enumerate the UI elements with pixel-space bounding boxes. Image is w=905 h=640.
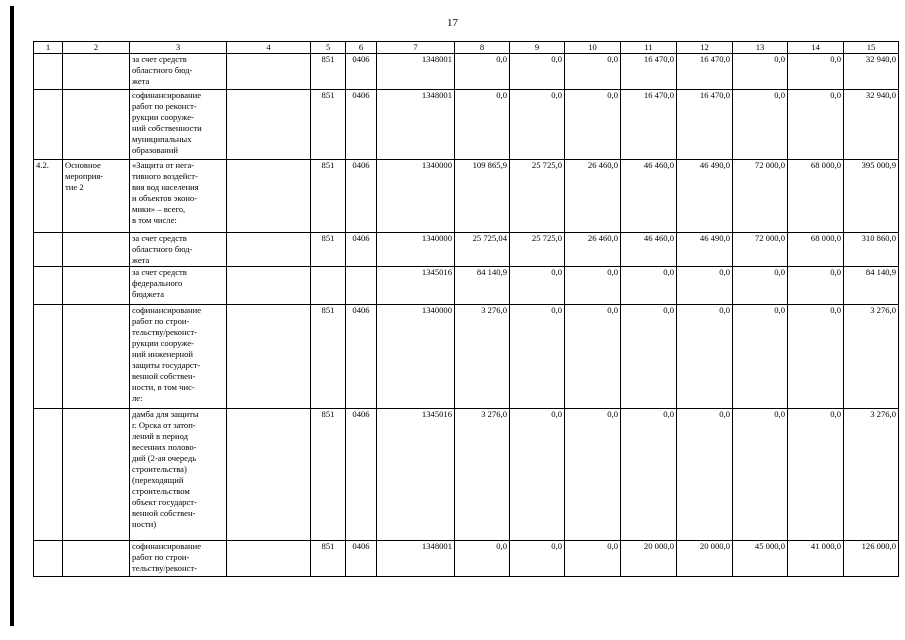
column-header-5: 5 bbox=[311, 42, 346, 54]
table-cell-col10: 0,0 bbox=[565, 305, 621, 409]
table-cell-col5: 851 bbox=[311, 90, 346, 160]
table-cell-col11: 16 470,0 bbox=[621, 90, 677, 160]
table-row bbox=[34, 305, 899, 409]
table-cell-col2 bbox=[63, 409, 130, 541]
table-cell-col3: за счет средств областного бюд- жета bbox=[130, 54, 227, 90]
table-cell-col12: 20 000,0 bbox=[677, 541, 733, 577]
table-cell-col4 bbox=[227, 233, 311, 267]
table-cell-col7: 1345016 bbox=[377, 409, 455, 541]
table-cell-col1 bbox=[34, 305, 63, 409]
table-cell-col10: 0,0 bbox=[565, 409, 621, 541]
table-cell-col2 bbox=[63, 267, 130, 305]
table-cell-col13: 0,0 bbox=[733, 90, 788, 160]
column-header-1: 1 bbox=[34, 42, 63, 54]
table-cell-col2 bbox=[63, 541, 130, 577]
table-cell-col8: 0,0 bbox=[455, 90, 510, 160]
table-row bbox=[34, 409, 899, 541]
table-cell-col5: 851 bbox=[311, 233, 346, 267]
table-cell-col8: 84 140,9 bbox=[455, 267, 510, 305]
table-cell-col15: 126 000,0 bbox=[844, 541, 899, 577]
table-cell-col15: 32 940,0 bbox=[844, 90, 899, 160]
table-cell-col13: 72 000,0 bbox=[733, 233, 788, 267]
table-cell-col14: 68 000,0 bbox=[788, 233, 844, 267]
table-cell-col8: 25 725,04 bbox=[455, 233, 510, 267]
table-cell-col9: 25 725,0 bbox=[510, 233, 565, 267]
table-cell-col7: 1348001 bbox=[377, 90, 455, 160]
table-cell-col14: 0,0 bbox=[788, 409, 844, 541]
table-cell-col3: за счет средств областного бюд- жета bbox=[130, 233, 227, 267]
table-cell-col4 bbox=[227, 54, 311, 90]
table-cell-col4 bbox=[227, 267, 311, 305]
table-cell-col7: 1340000 bbox=[377, 305, 455, 409]
table-cell-col13: 0,0 bbox=[733, 409, 788, 541]
table-cell-col1 bbox=[34, 541, 63, 577]
table-cell-col8: 3 276,0 bbox=[455, 409, 510, 541]
column-number-header bbox=[34, 42, 899, 54]
table-cell-col4 bbox=[227, 409, 311, 541]
table-cell-col10: 26 460,0 bbox=[565, 160, 621, 233]
table-cell-col6: 0406 bbox=[346, 305, 377, 409]
table-cell-col12: 16 470,0 bbox=[677, 54, 733, 90]
table-cell-col1 bbox=[34, 54, 63, 90]
table-cell-col6: 0406 bbox=[346, 90, 377, 160]
table-cell-col11: 0,0 bbox=[621, 409, 677, 541]
table-cell-col3: за счет средств федерального бюджета bbox=[130, 267, 227, 305]
table-cell-col10: 0,0 bbox=[565, 541, 621, 577]
table-cell-col10: 0,0 bbox=[565, 90, 621, 160]
page-number: 17 bbox=[447, 17, 458, 29]
table-cell-col14: 0,0 bbox=[788, 267, 844, 305]
table-cell-col14: 0,0 bbox=[788, 305, 844, 409]
column-header-3: 3 bbox=[130, 42, 227, 54]
left-margin-rule bbox=[10, 6, 14, 626]
table-cell-col11: 46 460,0 bbox=[621, 233, 677, 267]
table-row bbox=[34, 160, 899, 233]
table-cell-col13: 72 000,0 bbox=[733, 160, 788, 233]
table-cell-col1 bbox=[34, 267, 63, 305]
column-header-15: 15 bbox=[844, 42, 899, 54]
table-cell-col9: 0,0 bbox=[510, 90, 565, 160]
table-cell-col7: 1340000 bbox=[377, 160, 455, 233]
column-header-7: 7 bbox=[377, 42, 455, 54]
table-cell-col7: 1340000 bbox=[377, 233, 455, 267]
table-cell-col9: 0,0 bbox=[510, 409, 565, 541]
table-cell-col9: 0,0 bbox=[510, 267, 565, 305]
column-header-13: 13 bbox=[733, 42, 788, 54]
table-cell-col6: 0406 bbox=[346, 541, 377, 577]
table-cell-col8: 0,0 bbox=[455, 541, 510, 577]
table-cell-col6 bbox=[346, 267, 377, 305]
table-cell-col5: 851 bbox=[311, 409, 346, 541]
table-cell-col1 bbox=[34, 90, 63, 160]
table-cell-col11: 46 460,0 bbox=[621, 160, 677, 233]
table-cell-col2 bbox=[63, 54, 130, 90]
table-cell-col2 bbox=[63, 233, 130, 267]
table-cell-col9: 0,0 bbox=[510, 541, 565, 577]
table-cell-col12: 0,0 bbox=[677, 305, 733, 409]
table-cell-col8: 109 865,9 bbox=[455, 160, 510, 233]
table-cell-col5: 851 bbox=[311, 305, 346, 409]
table-cell-col12: 46 490,0 bbox=[677, 233, 733, 267]
table-cell-col11: 20 000,0 bbox=[621, 541, 677, 577]
table-cell-col11: 16 470,0 bbox=[621, 54, 677, 90]
table-cell-col1 bbox=[34, 409, 63, 541]
table-cell-col15: 3 276,0 bbox=[844, 409, 899, 541]
table-cell-col2 bbox=[63, 90, 130, 160]
table-cell-col3: софинансирование работ по строи- тельству/реконст- рукции сооруже- ний инженерной защиты государст- венной собствен- ности, в том чис- ле: bbox=[130, 305, 227, 409]
table-cell-col5: 851 bbox=[311, 160, 346, 233]
column-header-14: 14 bbox=[788, 42, 844, 54]
column-header-11: 11 bbox=[621, 42, 677, 54]
table-cell-col13: 0,0 bbox=[733, 267, 788, 305]
table-cell-col12: 16 470,0 bbox=[677, 90, 733, 160]
table-cell-col15: 32 940,0 bbox=[844, 54, 899, 90]
table-cell-col6: 0406 bbox=[346, 409, 377, 541]
table-cell-col5 bbox=[311, 267, 346, 305]
table-cell-col4 bbox=[227, 160, 311, 233]
column-header-6: 6 bbox=[346, 42, 377, 54]
table-cell-col9: 25 725,0 bbox=[510, 160, 565, 233]
table-cell-col12: 46 490,0 bbox=[677, 160, 733, 233]
table-cell-col3: софинансирование работ по строи- тельству/реконст- bbox=[130, 541, 227, 577]
table-cell-col13: 45 000,0 bbox=[733, 541, 788, 577]
table-cell-col12: 0,0 bbox=[677, 267, 733, 305]
table-cell-col7: 1348001 bbox=[377, 541, 455, 577]
table-cell-col2: Основное мероприя- тие 2 bbox=[63, 160, 130, 233]
table-cell-col1: 4.2. bbox=[34, 160, 63, 233]
table-row bbox=[34, 54, 899, 90]
table-row bbox=[34, 541, 899, 577]
column-header-10: 10 bbox=[565, 42, 621, 54]
table-cell-col14: 41 000,0 bbox=[788, 541, 844, 577]
table-cell-col5: 851 bbox=[311, 54, 346, 90]
table-cell-col6: 0406 bbox=[346, 54, 377, 90]
table-row bbox=[34, 90, 899, 160]
column-header-2: 2 bbox=[63, 42, 130, 54]
table-cell-col2 bbox=[63, 305, 130, 409]
table-cell-col5: 851 bbox=[311, 541, 346, 577]
table-cell-col3: софинансирование работ по реконст- рукции сооруже- ний собственности муниципальных образований bbox=[130, 90, 227, 160]
table-cell-col6: 0406 bbox=[346, 233, 377, 267]
table-cell-col8: 0,0 bbox=[455, 54, 510, 90]
table-cell-col12: 0,0 bbox=[677, 409, 733, 541]
table-cell-col7: 1345016 bbox=[377, 267, 455, 305]
table-cell-col10: 26 460,0 bbox=[565, 233, 621, 267]
table-cell-col14: 0,0 bbox=[788, 90, 844, 160]
column-header-4: 4 bbox=[227, 42, 311, 54]
table-cell-col15: 310 860,0 bbox=[844, 233, 899, 267]
table-cell-col13: 0,0 bbox=[733, 54, 788, 90]
table-cell-col10: 0,0 bbox=[565, 267, 621, 305]
table-cell-col15: 84 140,9 bbox=[844, 267, 899, 305]
column-header-12: 12 bbox=[677, 42, 733, 54]
table-cell-col14: 68 000,0 bbox=[788, 160, 844, 233]
table-cell-col7: 1348001 bbox=[377, 54, 455, 90]
table-cell-col15: 3 276,0 bbox=[844, 305, 899, 409]
table-cell-col4 bbox=[227, 541, 311, 577]
table-cell-col11: 0,0 bbox=[621, 305, 677, 409]
column-header-9: 9 bbox=[510, 42, 565, 54]
table-cell-col14: 0,0 bbox=[788, 54, 844, 90]
table-cell-col3: «Защита от нега- тивного воздейст- вия вод населения и объектов эконо- мики» – всего, в том числе: bbox=[130, 160, 227, 233]
table-cell-col15: 395 000,9 bbox=[844, 160, 899, 233]
table-cell-col1 bbox=[34, 233, 63, 267]
table-cell-col9: 0,0 bbox=[510, 305, 565, 409]
table-cell-col4 bbox=[227, 90, 311, 160]
budget-table bbox=[33, 41, 899, 577]
table-cell-col11: 0,0 bbox=[621, 267, 677, 305]
column-header-8: 8 bbox=[455, 42, 510, 54]
table-cell-col3: дамба для защиты г. Орска от затоп- лений в период весенних полово- дий (2-ая очередь строительства) (переходящий строительством объект государст- венной собствен- ности) bbox=[130, 409, 227, 541]
table-cell-col9: 0,0 bbox=[510, 54, 565, 90]
table-cell-col10: 0,0 bbox=[565, 54, 621, 90]
table-cell-col4 bbox=[227, 305, 311, 409]
table-cell-col6: 0406 bbox=[346, 160, 377, 233]
table-row bbox=[34, 233, 899, 267]
table-row bbox=[34, 267, 899, 305]
table-cell-col13: 0,0 bbox=[733, 305, 788, 409]
table-cell-col8: 3 276,0 bbox=[455, 305, 510, 409]
